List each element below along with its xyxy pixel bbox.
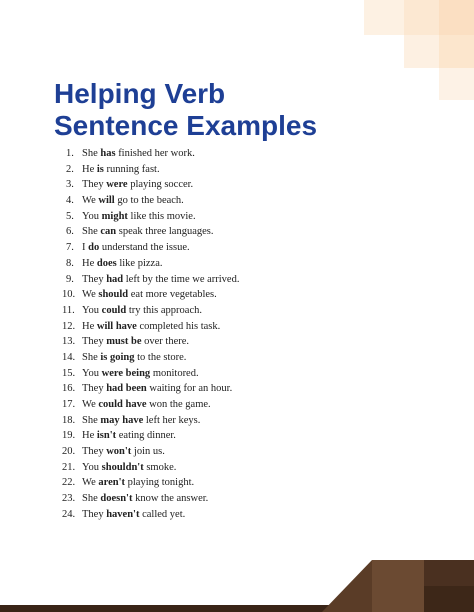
item-subject: I: [82, 242, 89, 254]
list-item: [62, 460, 239, 476]
list-item: [62, 444, 239, 460]
item-rest: monitored.: [150, 367, 199, 379]
list-item: [62, 475, 239, 491]
item-subject: She: [82, 493, 101, 505]
list-item: [62, 162, 239, 178]
examples-list: [62, 146, 239, 523]
item-subject: She: [82, 351, 101, 363]
item-number: 1.: [66, 148, 74, 159]
item-number: 14.: [62, 351, 76, 363]
list-item: [62, 272, 239, 288]
item-rest: playing tonight.: [125, 477, 195, 489]
item-subject: He: [82, 163, 97, 175]
list-item: [62, 350, 239, 366]
item-rest: eat more vegetables.: [128, 289, 217, 301]
item-subject: They: [82, 179, 107, 191]
helping-verb: has: [100, 148, 116, 159]
item-rest: speak three languages.: [116, 226, 214, 238]
item-subject: We: [82, 477, 99, 489]
item-rest: understand the issue.: [99, 242, 190, 254]
item-number: 22.: [62, 477, 76, 489]
item-number: 4.: [66, 195, 74, 207]
item-rest: like pizza.: [116, 257, 163, 269]
item-number: 6.: [66, 226, 74, 238]
helping-verb: should: [98, 289, 129, 301]
helping-verb: may have: [100, 414, 144, 426]
item-number: 20.: [62, 446, 76, 458]
helping-verb: isn't: [96, 430, 117, 442]
page-title: [54, 78, 317, 142]
list-item: [62, 366, 239, 382]
helping-verb: haven't: [106, 508, 140, 520]
item-subject: They: [82, 336, 107, 348]
list-item: [62, 303, 239, 319]
item-subject: He: [82, 430, 97, 442]
item-subject: She: [82, 148, 101, 159]
item-number: 3.: [66, 179, 74, 191]
list-item: [62, 177, 239, 193]
list-item: [62, 507, 239, 523]
item-number: 2.: [66, 163, 74, 175]
item-rest: over there.: [141, 336, 190, 348]
list-item: [62, 287, 239, 303]
item-number: 16.: [62, 383, 76, 395]
item-rest: try this approach.: [126, 304, 202, 316]
helping-verb: does: [96, 257, 117, 269]
item-number: 7.: [66, 242, 74, 254]
top-right-decoration: [364, 0, 474, 100]
title-line-2: Sentence Examples: [54, 110, 318, 141]
list-item: [62, 209, 239, 225]
helping-verb: will have: [96, 320, 137, 332]
list-item: [62, 413, 239, 429]
item-subject: She: [82, 226, 101, 238]
item-rest: join us.: [131, 446, 165, 458]
item-subject: He: [82, 257, 97, 269]
helping-verb: were: [106, 179, 128, 191]
item-subject: They: [82, 446, 107, 458]
helping-verb: is: [96, 163, 104, 175]
helping-verb: must be: [106, 336, 142, 348]
item-number: 11.: [62, 304, 75, 316]
list-item: [62, 240, 239, 256]
bottom-decoration: [0, 550, 474, 612]
item-number: 5.: [66, 210, 74, 222]
item-number: 24.: [62, 508, 76, 520]
item-rest: won the game.: [146, 399, 211, 410]
item-subject: They: [82, 273, 107, 285]
item-subject: We: [82, 195, 99, 207]
helping-verb: were being: [101, 367, 151, 379]
item-number: 13.: [62, 336, 76, 348]
helping-verb: had: [106, 273, 124, 285]
item-number: 9.: [66, 273, 74, 285]
item-rest: finished her work.: [115, 148, 195, 159]
helping-verb: could: [101, 304, 127, 316]
helping-verb: aren't: [98, 477, 125, 489]
item-subject: You: [82, 367, 102, 379]
helping-verb: do: [88, 242, 100, 254]
list-item: [62, 224, 239, 240]
helping-verb: had been: [106, 383, 147, 395]
list-item: [62, 193, 239, 209]
item-number: 15.: [62, 367, 76, 379]
item-number: 19.: [62, 430, 76, 442]
item-rest: like this movie.: [127, 210, 196, 222]
item-rest: waiting for an hour.: [146, 383, 233, 395]
item-rest: to the store.: [134, 351, 187, 363]
list-item: [62, 334, 239, 350]
list-item: [62, 319, 239, 335]
list-item: [62, 146, 239, 162]
item-subject: They: [82, 508, 107, 520]
item-number: 21.: [62, 461, 76, 473]
list-item: [62, 491, 239, 507]
item-number: 8.: [66, 257, 74, 269]
helping-verb: will: [98, 195, 115, 207]
item-number: 17.: [62, 399, 76, 410]
item-rest: left her keys.: [143, 414, 201, 426]
item-subject: We: [82, 289, 99, 301]
item-rest: eating dinner.: [116, 430, 176, 442]
item-number: 10.: [62, 289, 76, 301]
helping-verb: is going: [100, 351, 135, 363]
list-item: [62, 381, 239, 397]
item-rest: smoke.: [143, 461, 177, 473]
item-number: 23.: [62, 493, 76, 505]
item-number: 12.: [62, 320, 76, 332]
item-subject: He: [82, 320, 97, 332]
item-number: 18.: [62, 414, 76, 426]
item-rest: go to the beach.: [114, 195, 184, 207]
item-rest: left by the time we arrived.: [123, 273, 240, 285]
list-item: [62, 428, 239, 444]
helping-verb: doesn't: [100, 493, 133, 505]
item-rest: called yet.: [139, 508, 186, 520]
helping-verb: might: [101, 210, 128, 222]
item-subject: You: [82, 210, 102, 222]
helping-verb: can: [100, 226, 117, 238]
title-line-1: Helping Verb: [54, 78, 226, 109]
helping-verb: could have: [98, 399, 147, 410]
item-rest: completed his task.: [136, 320, 221, 332]
helping-verb: shouldn't: [101, 461, 144, 473]
item-rest: running fast.: [103, 163, 160, 175]
item-rest: playing soccer.: [127, 179, 194, 191]
item-subject: She: [82, 414, 101, 426]
item-subject: We: [82, 399, 99, 410]
list-item: [62, 256, 239, 272]
list-item: [62, 397, 239, 413]
helping-verb: won't: [106, 446, 132, 458]
item-subject: You: [82, 461, 102, 473]
item-subject: You: [82, 304, 102, 316]
item-rest: know the answer.: [132, 493, 209, 505]
item-subject: They: [82, 383, 107, 395]
